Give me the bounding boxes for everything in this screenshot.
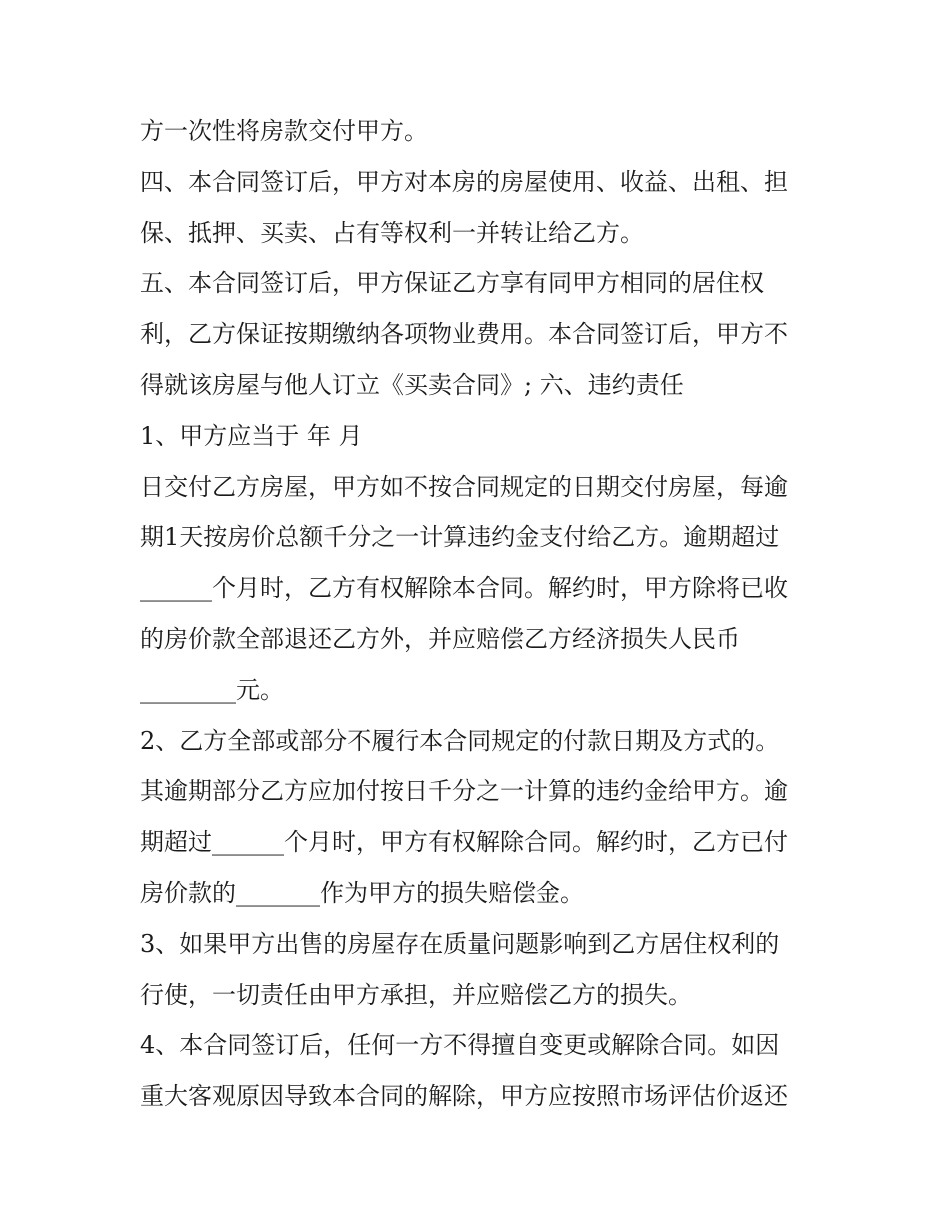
text-line: 重大客观原因导致本合同的解除，甲方应按照市场评估价返还	[140, 1082, 788, 1111]
text-line: ______个月时，乙方有权解除本合同。解约时，甲方除将已收	[140, 574, 788, 603]
text-line: 期1天按房价总额千分之一计算违约金支付给乙方。逾期超过	[140, 523, 780, 552]
text-line: 利，乙方保证按期缴纳各项物业费用。本合同签订后，甲方不	[140, 320, 788, 349]
text-line: 2、乙方全部或部分不履行本合同规定的付款日期及方式的。	[140, 726, 780, 755]
text-line: 行使，一切责任由甲方承担，并应赔偿乙方的损失。	[140, 980, 692, 1009]
contract-text	[140, 106, 830, 1122]
text-line: 房价款的_______作为甲方的损失赔偿金。	[140, 878, 584, 907]
text-line: 1、甲方应当于 年 月	[140, 421, 363, 450]
text-line: 方一次性将房款交付甲方。	[140, 117, 428, 145]
text-line: 3、如果甲方出售的房屋存在质量问题影响到乙方居住权利的	[140, 929, 780, 958]
text-line: 四、本合同签订后，甲方对本房的房屋使用、收益、出租、担	[140, 167, 788, 196]
text-line: 得就该房屋与他人订立《买卖合同》; 六、违约责任	[140, 370, 684, 399]
text-line: 4、本合同签订后，任何一方不得擅自变更或解除合同。如因	[140, 1031, 780, 1060]
text-line: 日交付乙方房屋，甲方如不按合同规定的日期交付房屋，每逾	[140, 472, 788, 501]
text-line: 的房价款全部退还乙方外，并应赔偿乙方经济损失人民币	[140, 624, 740, 653]
text-line: 保、抵押、买卖、占有等权利一并转让给乙方。	[140, 218, 644, 247]
text-line: 其逾期部分乙方应加付按日千分之一计算的违约金给甲方。逾	[140, 777, 788, 806]
text-line: ________元。	[140, 675, 284, 704]
text-line: 期超过______个月时，甲方有权解除合同。解约时，乙方已付	[140, 828, 788, 857]
text-line: 五、本合同签订后，甲方保证乙方享有同甲方相同的居住权	[140, 269, 764, 298]
